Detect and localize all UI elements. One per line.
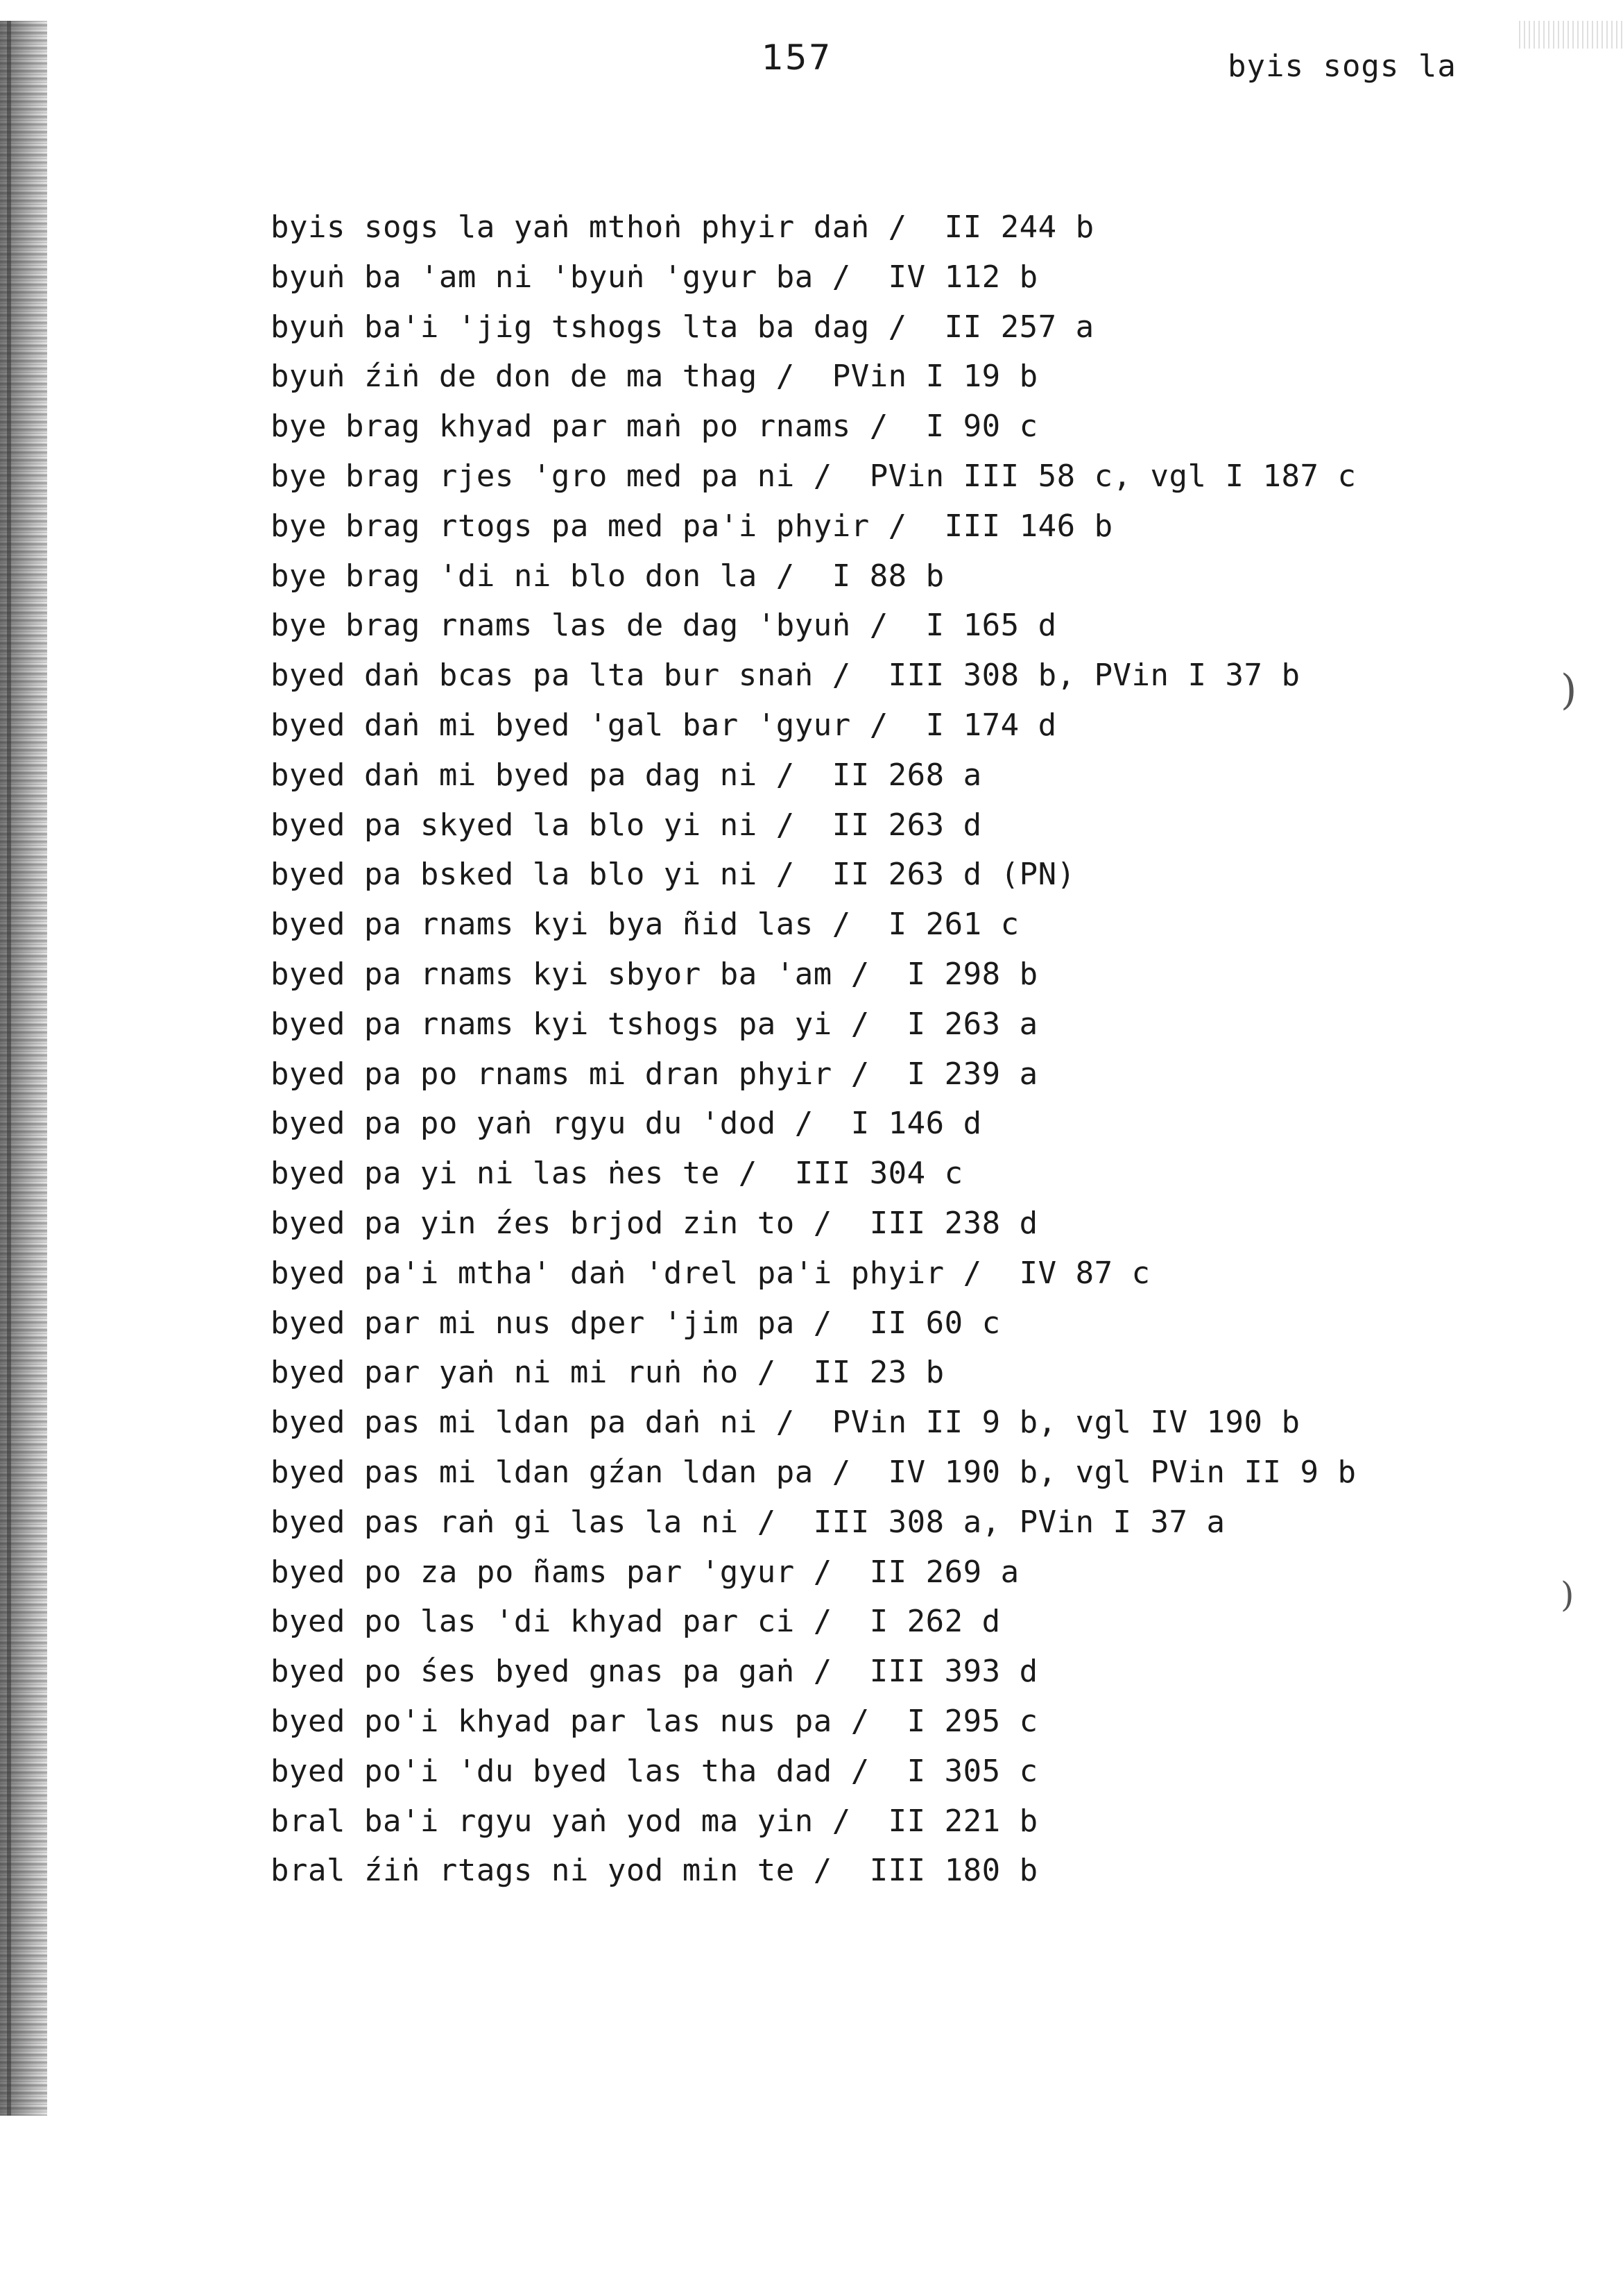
index-entry: byed daṅ mi byed pa dag ni / II 268 a [270, 757, 982, 793]
index-entry: byed pas raṅ gi las la ni / III 308 a, PVin I 37 a [270, 1504, 1226, 1540]
running-head: byis sogs la [1228, 49, 1457, 84]
index-entry: bye brag khyad par maṅ po rnams / I 90 c [270, 409, 1038, 445]
page-number: 157 [762, 37, 832, 78]
index-entry: byed pa po yaṅ rgyu du 'dod / I 146 d [270, 1106, 982, 1142]
index-entry: bye brag rnams las de dag 'byuṅ / I 165 d [270, 608, 1057, 644]
index-entry: byed pa rnams kyi tshogs pa yi / I 263 a [270, 1006, 1038, 1042]
index-entry: byed par yaṅ ni mi ruṅ ṅo / II 23 b [270, 1355, 945, 1391]
index-entry: byed pa rnams kyi bya ñid las / I 261 c [270, 907, 1020, 943]
index-entry-list [270, 203, 1588, 1896]
index-entry: bye brag rjes 'gro med pa ni / PVin III 58 c, vgl I 187 c [270, 458, 1357, 494]
index-entry: byed pa bsked la blo yi ni / II 263 d (PN) [270, 857, 1076, 893]
index-entry: byed pa'i mtha' daṅ 'drel pa'i phyir / IV 87 c [270, 1255, 1151, 1291]
index-entry: byed po las 'di khyad par ci / I 262 d [270, 1604, 1001, 1640]
index-entry: byed pas mi ldan pa daṅ ni / PVin II 9 b, vgl IV 190 b [270, 1405, 1300, 1441]
scan-binding-shadow [7, 21, 11, 2116]
margin-bracket-mark: ) [1561, 1575, 1574, 1615]
index-entry: byed par mi nus dper 'jim pa / II 60 c [270, 1305, 1001, 1341]
index-entry: byed pa skyed la blo yi ni / II 263 d [270, 807, 982, 843]
index-entry: byed po za po ñams par 'gyur / II 269 a [270, 1554, 1020, 1590]
margin-bracket-mark: ) [1561, 666, 1577, 714]
scan-corner-noise [1519, 21, 1623, 49]
index-entry: byed daṅ bcas pa lta bur snaṅ / III 308 b, PVin I 37 b [270, 658, 1300, 694]
index-entry: byuṅ ba'i 'jig tshogs lta ba dag / II 257 a [270, 309, 1094, 345]
index-entry: byuṅ źiṅ de don de ma thag / PVin I 19 b [270, 359, 1038, 395]
index-entry: byuṅ ba 'am ni 'byuṅ 'gyur ba / IV 112 b [270, 259, 1038, 295]
index-entry: byed daṅ mi byed 'gal bar 'gyur / I 174 d [270, 707, 1057, 743]
index-entry: byed pa po rnams mi dran phyir / I 239 a [270, 1056, 1038, 1092]
index-entry: byed pa yin źes brjod zin to / III 238 d [270, 1205, 1038, 1241]
index-entry: bye brag rtogs pa med pa'i phyir / III 146 b [270, 508, 1113, 544]
index-entry: byed pa rnams kyi sbyor ba 'am / I 298 b [270, 956, 1038, 992]
index-entry: bral źiṅ rtags ni yod min te / III 180 b [270, 1853, 1038, 1889]
index-entry: byed po śes byed gnas pa gaṅ / III 393 d [270, 1654, 1038, 1690]
index-entry: bye brag 'di ni blo don la / I 88 b [270, 558, 945, 594]
index-entry: byed pa yi ni las ṅes te / III 304 c [270, 1156, 963, 1192]
index-entry: byed po'i khyad par las nus pa / I 295 c [270, 1703, 1038, 1739]
index-entry: bral ba'i rgyu yaṅ yod ma yin / II 221 b [270, 1803, 1038, 1839]
index-entry: byed po'i 'du byed las tha dad / I 305 c [270, 1753, 1038, 1789]
index-entry: byis sogs la yaṅ mthoṅ phyir daṅ / II 244 b [270, 209, 1094, 245]
index-entry: byed pas mi ldan gźan ldan pa / IV 190 b, vgl PVin II 9 b [270, 1454, 1357, 1490]
